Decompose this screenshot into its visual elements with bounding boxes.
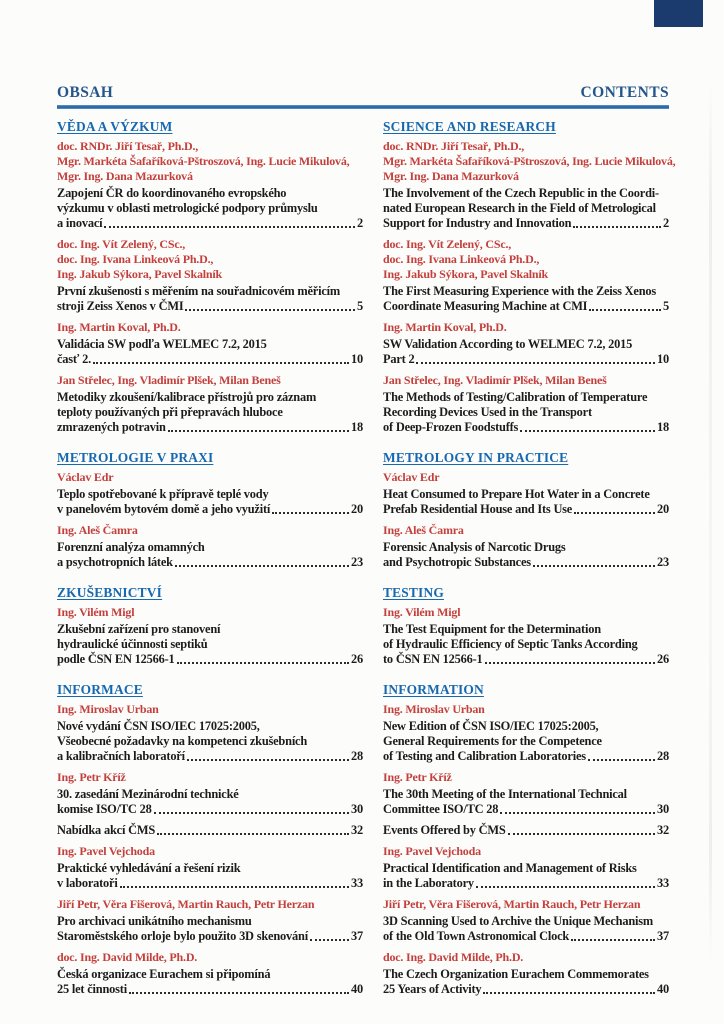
author-line: Václav Edr: [383, 470, 440, 484]
author-line: Ing. Vilém Migl: [383, 605, 461, 619]
author-line: Ing. Martin Koval, Ph.D.: [57, 320, 181, 334]
toc-entry: [383, 373, 669, 435]
title-line: teploty používaných při přepravách hluboce: [57, 405, 283, 419]
title-block: [383, 540, 669, 570]
title-text: Events Offered by ČMS: [383, 823, 506, 837]
title-text: Committee ISO/TC 28: [383, 802, 499, 816]
title-line: Teplo spotřebované k přípravě teplé vody: [57, 487, 269, 501]
dot-leader: [177, 662, 349, 664]
author-block: [383, 523, 669, 538]
toc-entry: [383, 139, 676, 231]
toc-entry: [57, 373, 363, 435]
dot-leader: [588, 759, 655, 761]
title-line: nated European Research in the Field of Metrological: [383, 201, 656, 215]
page-number: 10: [657, 352, 669, 366]
title-line: The Test Equipment for the Determination: [383, 622, 601, 636]
section-heading: TESTING: [383, 585, 444, 600]
dot-leader: [104, 226, 355, 228]
title-line-last: [57, 749, 363, 764]
title-line: Zapojení ČR do koordinovaného evropského: [57, 186, 287, 200]
author-line: doc. RNDr. Jiří Tesař, Ph.D.,: [57, 139, 199, 153]
title-block: [383, 622, 669, 667]
page-number: 33: [657, 876, 669, 890]
title-line-last: [383, 876, 669, 891]
toc-entry: [57, 897, 363, 944]
toc-entry: [57, 770, 363, 817]
title-line: Forenzní analýza omamných: [57, 540, 205, 554]
page-number: 33: [351, 876, 363, 890]
dot-leader: [476, 886, 655, 888]
toc-entry: [383, 844, 669, 891]
title-text: Support for Industry and Innovation: [383, 216, 572, 230]
title-line-last: [57, 502, 363, 517]
page-number: 5: [357, 299, 363, 313]
title-line-last: [383, 555, 669, 570]
page-number: 20: [657, 502, 669, 516]
author-block: [383, 605, 669, 620]
dot-leader: [500, 812, 655, 814]
author-line: Ing. Jakub Sýkora, Pavel Skalník: [57, 267, 222, 281]
author-line: Ing. Petr Kříž: [57, 770, 126, 784]
page-number: 30: [351, 802, 363, 816]
dot-leader: [93, 362, 349, 364]
author-line: Ing. Miroslav Urban: [57, 702, 159, 716]
toc-entry: [383, 605, 669, 667]
toc-entry: [383, 823, 669, 838]
dot-leader: [574, 512, 655, 514]
author-line: Ing. Martin Koval, Ph.D.: [383, 320, 507, 334]
author-line: Mgr. Markéta Šafaříková-Pštroszová, Ing. Lucie Mikulová,: [383, 154, 676, 168]
author-line: doc. Ing. David Milde, Ph.D.: [383, 950, 524, 964]
title-text: Prefab Residential House and Its Use: [383, 502, 573, 516]
title-line: Forensic Analysis of Narcotic Drugs: [383, 540, 566, 554]
author-line: Ing. Miroslav Urban: [383, 702, 485, 716]
title-line: The Methods of Testing/Calibration of Temperature: [383, 390, 648, 404]
toc-entry: [57, 470, 363, 517]
title-block: [57, 823, 363, 838]
page-number: 20: [351, 502, 363, 516]
title-line: 30. zasedání Mezinárodní technické: [57, 787, 239, 801]
title-block: [57, 967, 363, 997]
title-line: Praktické vyhledávání a řešení rizik: [57, 861, 241, 875]
dot-leader: [508, 833, 655, 835]
title-text: stroji Zeiss Xenos v ČMI: [57, 299, 184, 313]
title-block: [57, 787, 363, 817]
title-text: Part 2: [383, 352, 415, 366]
page-number: 32: [351, 823, 363, 837]
page-title-english: CONTENTS: [580, 84, 669, 101]
title-block: [57, 861, 363, 891]
title-text: of Deep-Frozen Foodstuffs: [383, 420, 519, 434]
author-line: Jan Střelec, Ing. Vladimír Plšek, Milan Beneš: [57, 373, 281, 387]
author-line: Ing. Petr Kříž: [383, 770, 452, 784]
title-block: [57, 540, 363, 570]
title-line: Recording Devices Used in the Transport: [383, 405, 592, 419]
title-line-last: [57, 652, 363, 667]
toc-entry: [383, 950, 669, 997]
title-line-last: [383, 749, 669, 764]
page-number: 32: [657, 823, 669, 837]
section-heading: ZKUŠEBNICTVÍ: [57, 585, 163, 600]
dot-leader: [154, 812, 349, 814]
title-text: a kalibračních laboratoří: [57, 749, 185, 763]
title-line-last: [57, 216, 363, 231]
author-line: Jan Střelec, Ing. Vladimír Plšek, Milan Beneš: [383, 373, 607, 387]
title-text: Staroměstského orloje bylo použito 3D skenování: [57, 929, 308, 943]
toc-entry: [383, 897, 669, 944]
title-line: Zkušební zařízení pro stanovení: [57, 622, 221, 636]
title-line: Pro archivaci unikátního mechanismu: [57, 914, 252, 928]
title-line: 3D Scanning Used to Archive the Unique Mechanism: [383, 914, 654, 928]
title-line: Heat Consumed to Prepare Hot Water in a Concrete: [383, 487, 650, 501]
title-line-last: [57, 982, 363, 997]
author-line: doc. Ing. Ivana Linkeová Ph.D.,: [383, 252, 540, 266]
author-line: doc. Ing. David Milde, Ph.D.: [57, 950, 198, 964]
toc-section: [57, 585, 363, 667]
dot-leader: [589, 309, 661, 311]
title-line-last: [383, 982, 669, 997]
page-number: 26: [657, 652, 669, 666]
title-line: New Edition of ČSN ISO/IEC 17025:2005,: [383, 719, 599, 733]
title-text: 25 let činnosti: [57, 982, 127, 996]
title-text: podle ČSN EN 12566-1: [57, 652, 175, 666]
toc-entry: [57, 823, 363, 838]
dot-leader: [129, 992, 349, 994]
title-block: [383, 823, 669, 838]
toc-entry: [383, 702, 669, 764]
page-number: 28: [657, 749, 669, 763]
title-text: in the Laboratory: [383, 876, 474, 890]
section-heading: METROLOGY IN PRACTICE: [383, 450, 569, 465]
dot-leader: [520, 430, 655, 432]
toc-content: [57, 84, 676, 1003]
page-number: 26: [351, 652, 363, 666]
page-number: 23: [351, 555, 363, 569]
author-line: Jiří Petr, Věra Fišerová, Martin Rauch, Petr Herzan: [57, 897, 315, 911]
page-number: 5: [663, 299, 669, 313]
title-text: a psychotropních látek: [57, 555, 173, 569]
header-rule: [57, 105, 669, 109]
dot-leader: [573, 226, 661, 228]
title-line: The Involvement of the Czech Republic in the Coordi-: [383, 186, 659, 200]
author-block: [57, 702, 363, 717]
author-line: Jiří Petr, Věra Fišerová, Martin Rauch, Petr Herzan: [383, 897, 641, 911]
page-number: 28: [351, 749, 363, 763]
title-line: The First Measuring Experience with the Zeiss Xenos: [383, 284, 657, 298]
title-line-last: [383, 299, 669, 314]
section-heading: VĚDA A VÝZKUM: [57, 119, 173, 134]
toc-entry: [57, 605, 363, 667]
toc-header: [57, 84, 669, 102]
author-block: [57, 950, 363, 965]
section-heading: METROLOGIE V PRAXI: [57, 450, 214, 465]
page-number: 23: [657, 555, 669, 569]
title-line-last: [383, 420, 669, 435]
title-text: v laboratoři: [57, 876, 118, 890]
dot-leader: [272, 512, 349, 514]
toc-section: [383, 585, 669, 667]
page-number: 40: [657, 982, 669, 996]
title-text: komise ISO/TC 28: [57, 802, 152, 816]
author-block: [57, 897, 363, 912]
title-line-last: [57, 802, 363, 817]
title-line-last: [57, 352, 363, 367]
title-line: SW Validation According to WELMEC 7.2, 2015: [383, 337, 633, 351]
toc-entry: [383, 523, 669, 570]
title-line: Metodiky zkoušení/kalibrace přístrojů pro záznam: [57, 390, 317, 404]
dot-leader: [571, 939, 655, 941]
author-line: Václav Edr: [57, 470, 114, 484]
page-number: 18: [351, 420, 363, 434]
author-block: [383, 950, 669, 965]
title-line-last: [383, 502, 669, 517]
title-block: [57, 337, 363, 367]
title-line: První zkušenosti s měřením na souřadnicovém měřicím: [57, 284, 341, 298]
title-block: [57, 284, 363, 314]
toc-column-english: [383, 119, 676, 1003]
dot-leader: [485, 662, 655, 664]
author-line: Ing. Pavel Vejchoda: [57, 844, 155, 858]
title-line-last: [57, 555, 363, 570]
dot-leader: [157, 833, 349, 835]
dot-leader: [416, 362, 655, 364]
toc-entry: [57, 139, 363, 231]
author-line: Ing. Jakub Sýkora, Pavel Skalník: [383, 267, 548, 281]
toc-section: [57, 682, 363, 997]
author-line: Ing. Aleš Čamra: [57, 523, 138, 537]
toc-section: [57, 450, 363, 570]
dot-leader: [168, 430, 349, 432]
author-line: Ing. Vilém Migl: [57, 605, 135, 619]
page-number: 10: [351, 352, 363, 366]
author-line: Mgr. Ing. Dana Mazurková: [383, 169, 519, 183]
scan-edge-artifact: [709, 80, 712, 960]
title-text: v panelovém bytovém domě a jeho využití: [57, 502, 271, 516]
title-block: [383, 186, 669, 231]
title-line: výzkumu v oblasti metrologické podpory průmyslu: [57, 201, 318, 215]
author-line: Ing. Pavel Vejchoda: [383, 844, 481, 858]
author-block: [57, 844, 363, 859]
page-number: 30: [657, 802, 669, 816]
toc-entry: [383, 237, 669, 314]
title-block: [383, 787, 669, 817]
author-block: [57, 770, 363, 785]
author-block: [57, 373, 363, 388]
author-block: [57, 320, 363, 335]
author-block: [57, 470, 363, 485]
author-block: [383, 897, 669, 912]
title-line-last: [57, 876, 363, 891]
toc-entry: [383, 320, 669, 367]
dot-leader: [185, 309, 355, 311]
page-number: 18: [657, 420, 669, 434]
title-line-last: [383, 652, 669, 667]
dot-leader: [187, 759, 349, 761]
toc-entry: [57, 950, 363, 997]
title-line: The 30th Meeting of the International Technical: [383, 787, 627, 801]
title-block: [383, 284, 669, 314]
title-text: Coordinate Measuring Machine at CMI: [383, 299, 588, 313]
title-line-last: [57, 929, 363, 944]
title-block: [383, 861, 669, 891]
title-block: [57, 719, 363, 764]
title-line-last: [57, 823, 363, 838]
title-line: Validácia SW podľa WELMEC 7.2, 2015: [57, 337, 267, 351]
author-line: doc. Ing. Vít Zelený, CSc.,: [383, 237, 512, 251]
dot-leader: [533, 565, 655, 567]
page-corner-tab: [654, 0, 703, 27]
dot-leader: [483, 992, 655, 994]
author-block: [383, 844, 669, 859]
title-line: The Czech Organization Eurachem Commemorates: [383, 967, 649, 981]
title-line-last: [383, 216, 669, 231]
author-line: doc. RNDr. Jiří Tesař, Ph.D.,: [383, 139, 525, 153]
author-block: [383, 139, 676, 184]
author-block: [383, 320, 669, 335]
title-line-last: [383, 352, 669, 367]
title-line: Nové vydání ČSN ISO/IEC 17025:2005,: [57, 719, 260, 733]
author-line: doc. Ing. Vít Zelený, CSc.,: [57, 237, 186, 251]
title-line: General Requirements for the Competence: [383, 734, 602, 748]
toc-entry: [383, 470, 669, 517]
title-line: Všeobecné požadavky na kompetenci zkušebních: [57, 734, 308, 748]
author-block: [57, 237, 363, 282]
author-line: Ing. Aleš Čamra: [383, 523, 464, 537]
author-block: [383, 237, 669, 282]
title-text: a inovací: [57, 216, 103, 230]
title-block: [383, 390, 669, 435]
title-block: [57, 390, 363, 435]
dot-leader: [175, 565, 349, 567]
toc-section: [383, 119, 676, 435]
title-text: 25 Years of Activity: [383, 982, 482, 996]
title-line-last: [383, 823, 669, 838]
dot-leader: [310, 939, 349, 941]
toc-column-czech: [57, 119, 363, 1003]
title-block: [57, 487, 363, 517]
title-line: Practical Identification and Management of Risks: [383, 861, 637, 875]
title-block: [383, 487, 669, 517]
title-block: [383, 967, 669, 997]
toc-entry: [57, 702, 363, 764]
author-line: doc. Ing. Ivana Linkeová Ph.D.,: [57, 252, 214, 266]
toc-columns: [57, 119, 676, 1003]
title-block: [57, 622, 363, 667]
toc-entry: [57, 237, 363, 314]
title-text: and Psychotropic Substances: [383, 555, 531, 569]
title-block: [383, 719, 669, 764]
title-block: [383, 337, 669, 367]
title-text: zmrazených potravin: [57, 420, 166, 434]
title-line-last: [383, 929, 669, 944]
section-heading: SCIENCE AND RESEARCH: [383, 119, 556, 134]
title-block: [57, 186, 363, 231]
title-line-last: [57, 299, 363, 314]
toc-entry: [57, 320, 363, 367]
author-block: [57, 605, 363, 620]
toc-entry: [383, 770, 669, 817]
title-line: hydraulické účinnosti septiků: [57, 637, 208, 651]
dot-leader: [120, 886, 349, 888]
author-block: [383, 770, 669, 785]
toc-section: [383, 450, 669, 570]
author-line: Mgr. Markéta Šafaříková-Pštroszová, Ing. Lucie Mikulová,: [57, 154, 350, 168]
author-block: [383, 470, 669, 485]
title-text: to ČSN EN 12566-1: [383, 652, 483, 666]
title-line-last: [57, 420, 363, 435]
author-block: [57, 523, 363, 538]
section-heading: INFORMACE: [57, 682, 143, 697]
title-text: of Testing and Calibration Laboratories: [383, 749, 586, 763]
section-heading: INFORMATION: [383, 682, 484, 697]
title-block: [57, 914, 363, 944]
page-number: 40: [351, 982, 363, 996]
title-text: časť 2.: [57, 352, 91, 366]
title-text: of the Old Town Astronomical Clock: [383, 929, 570, 943]
title-line: Česká organizace Eurachem si připomíná: [57, 967, 271, 981]
author-line: Mgr. Ing. Dana Mazurková: [57, 169, 193, 183]
toc-entry: [57, 844, 363, 891]
title-text: Nabídka akcí ČMS: [57, 823, 156, 837]
title-line: of Hydraulic Efficiency of Septic Tanks According: [383, 637, 638, 651]
author-block: [57, 139, 363, 184]
page-number: 2: [357, 216, 363, 230]
page-title-czech: OBSAH: [57, 84, 114, 101]
toc-section: [57, 119, 363, 435]
page-number: 2: [663, 216, 669, 230]
page-number: 37: [657, 929, 669, 943]
title-block: [383, 914, 669, 944]
toc-entry: [57, 523, 363, 570]
author-block: [383, 702, 669, 717]
title-line-last: [383, 802, 669, 817]
page-number: 37: [351, 929, 363, 943]
author-block: [383, 373, 669, 388]
toc-section: [383, 682, 669, 997]
